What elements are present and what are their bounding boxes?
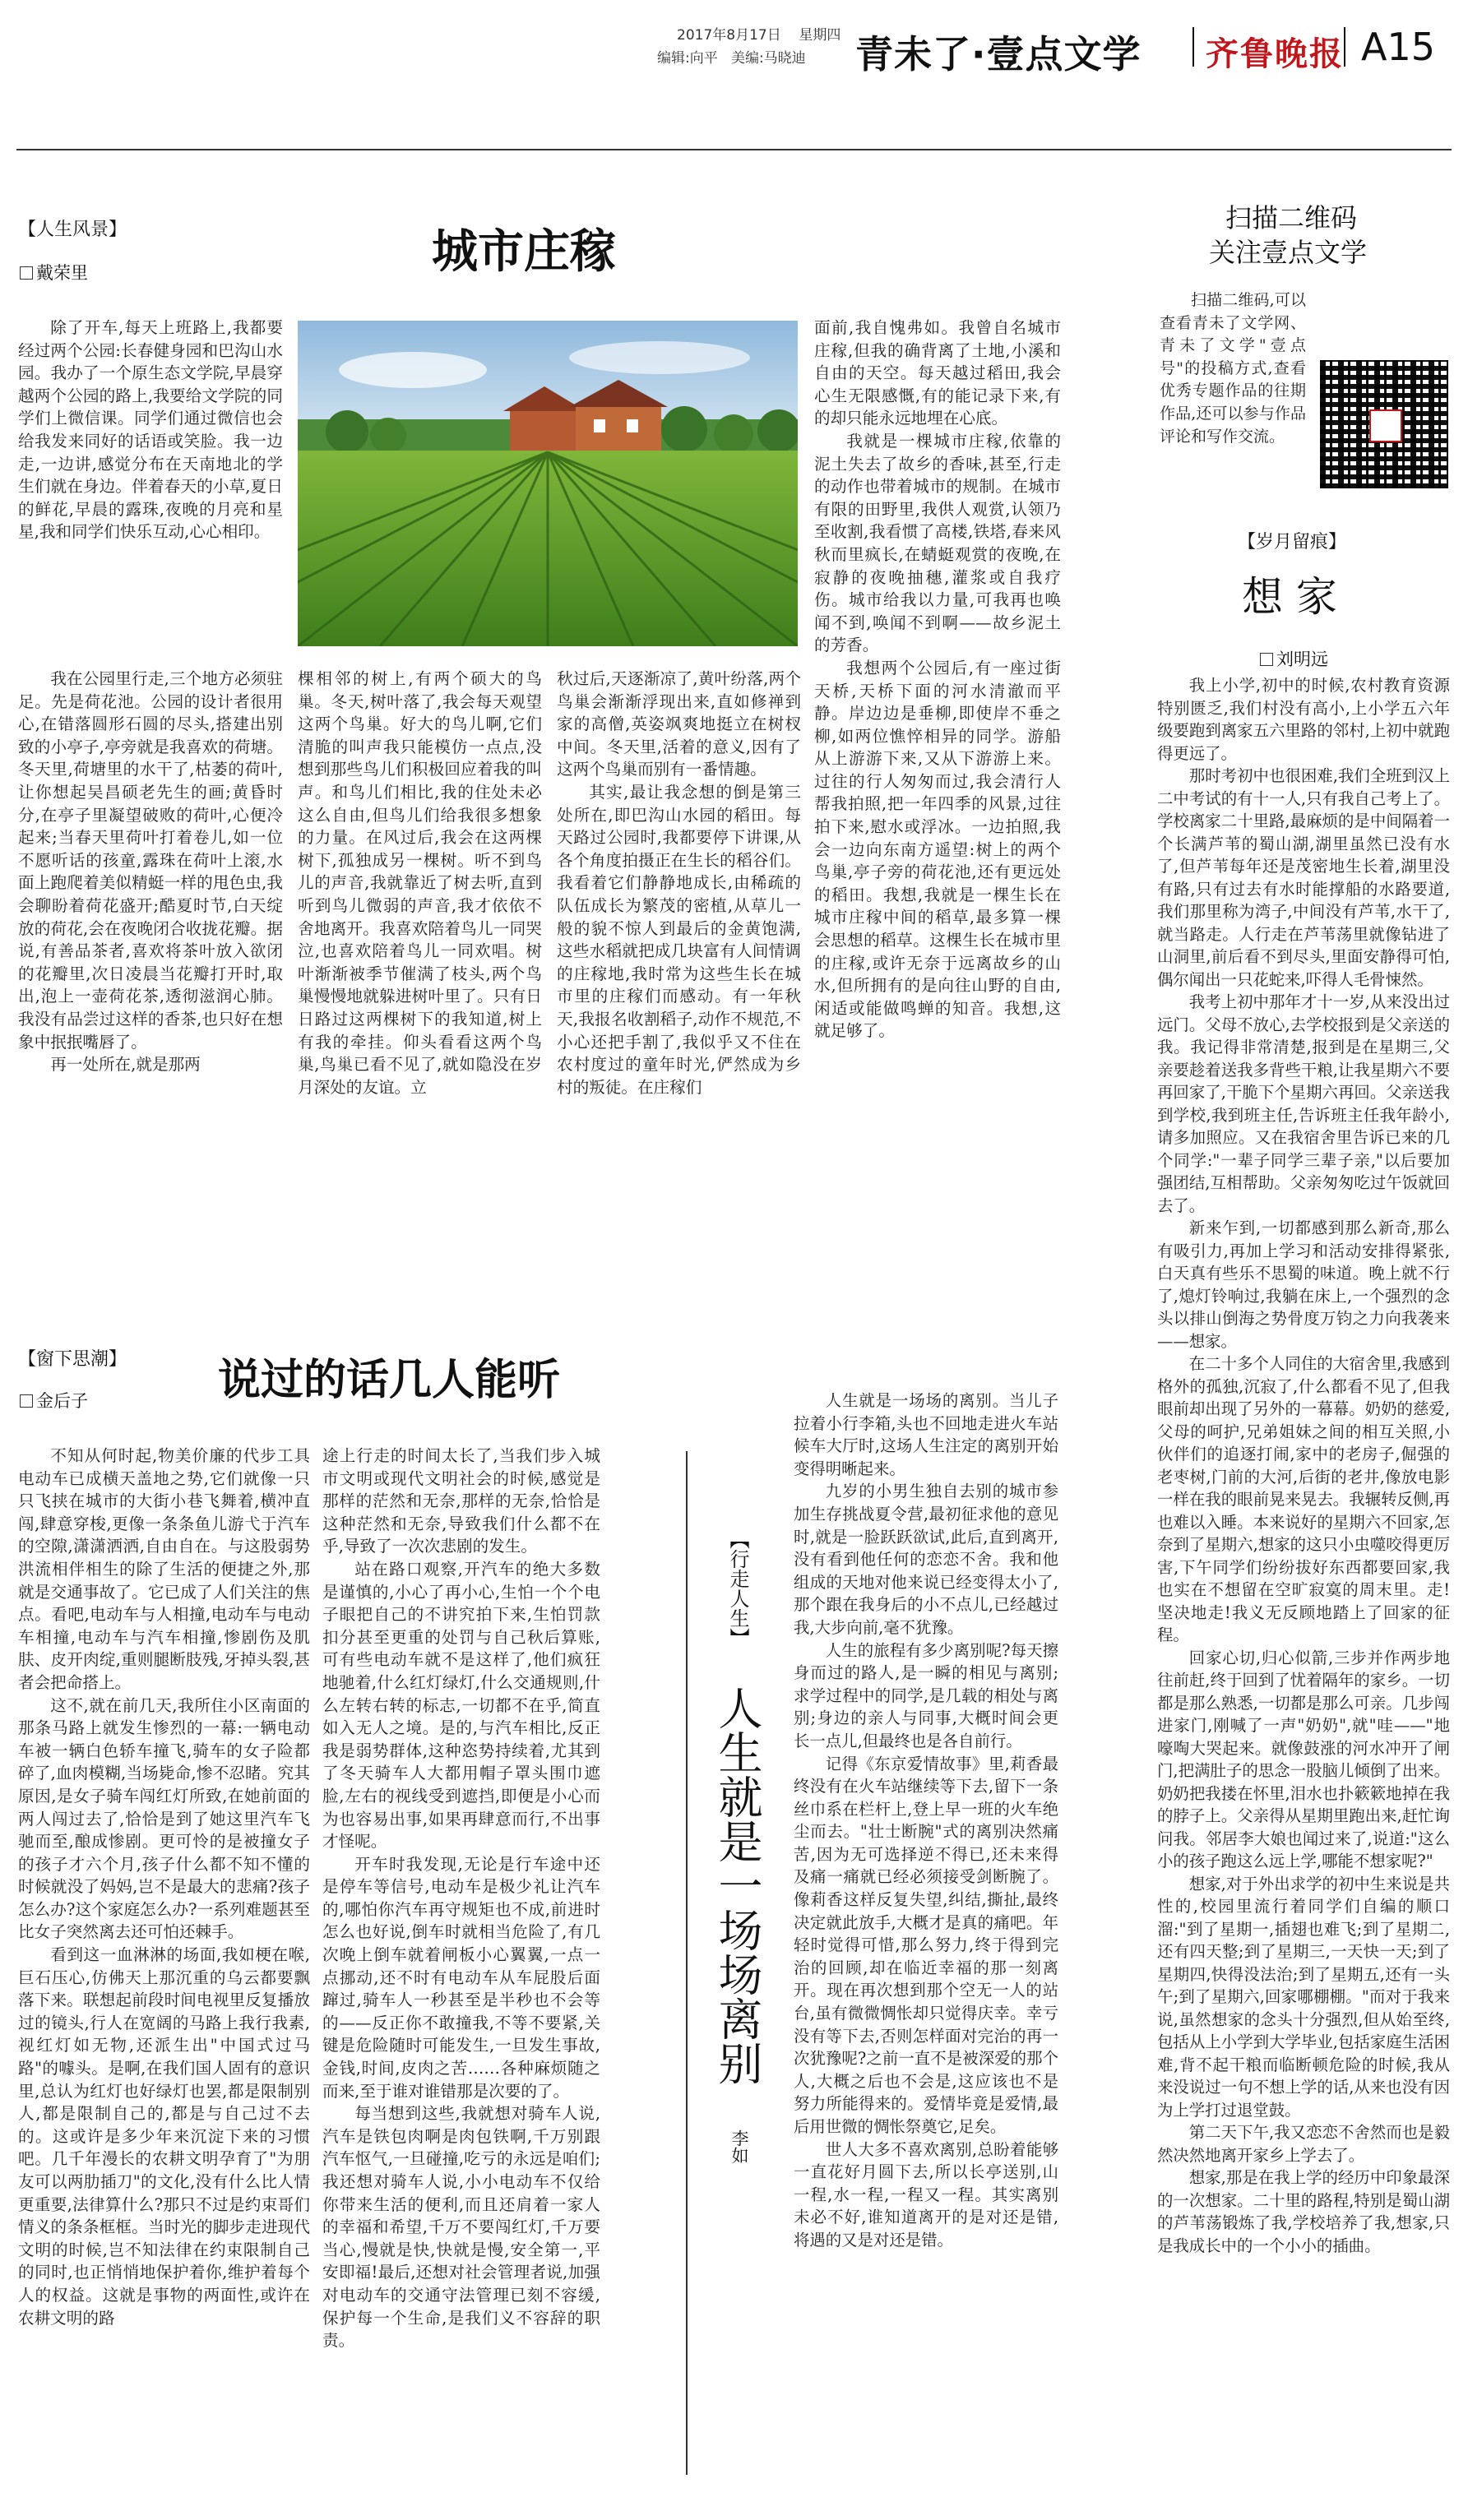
article2-paragraph: 我上小学,初中的时候,农村教育资源特别匮乏,我们村没有高小,上小学五六年级要跑到离家五六里路的邻村,上初中就跑得更远了。 xyxy=(1157,676,1450,763)
article3-tag: 【窗下思潮】 xyxy=(18,1349,127,1370)
header-divider xyxy=(1192,27,1194,67)
article4-column xyxy=(794,1389,1058,2505)
article4-tag: 【行走人生】 xyxy=(726,1529,749,1648)
article1-column-4 xyxy=(557,668,801,1354)
article3-author: 金后子 xyxy=(36,1391,88,1411)
article3-paragraph: 每当想到这些,我就想对骑车人说,汽车是铁包肉啊是肉包铁啊,千万别跟汽车怄气,一旦碰撞,吃亏的永远是咱们;我还想对骑车人说,小小电动车不仅给你带来生活的便利,而且还肩着一家人的幸福和希望,千万不要闯红灯,千万要当心,慢就是快,快就是慢,安全第一,平安即福!最后,还想对社会管理者说,加强对电动车的交通守法管理已刻不容缓,保护每一个生命,是我们义不容辞的职责。 xyxy=(322,2104,600,2351)
article1-column-5 xyxy=(814,317,1061,1354)
header-designer: 美编:马晓迪 xyxy=(730,50,806,67)
article1-paragraph: 面前,我自愧弗如。我曾自名城市庄稼,但我的确背离了土地,小溪和自由的天空。每天越过稻田,我会心生无限感慨,有的能记录下来,有的却只能永远地埋在心底。 xyxy=(814,318,1061,428)
article2-paragraph: 那时考初中也很困难,我们全班到汉上二中考试的有十一人,只有我自己考上了。学校离家二十里路,最麻烦的是中间隔着一个长满芦苇的蜀山湖,湖里虽然已没有水了,但芦苇每年还是茂密地生长着,湖里没有路,只有过去有水时能撑船的水路要道,我们那里称为湾子,中间没有芦苇,水干了,就当路走。人行走在芦苇荡里就像钻进了山洞里,前后看不到尽头,里面安静得可怕,偶尔闻出一只花蛇来,吓得人毛骨悚然。 xyxy=(1157,766,1450,989)
article3-paragraph: 站在路口观察,开汽车的绝大多数是谨慎的,小心了再小心,生怕一个个电子眼把自己的不讲究拍下来,生怕罚款扣分甚至更重的处罚与自己秋后算账,可有些电动车就不是这样了,他们疯狂地驰着,什么红灯绿灯,什么交通规则,什么左转右转的标志,一切都不在乎,简直如入无人之境。是的,与汽车相比,反正我是弱势群体,这种恣势持续着,尤其到了冬天骑车人大都用帽子罩头围巾遮脸,左右的视线受到遮挡,即便是小心而为也容易出事,如果再肆意而行,不出事才怪呢。 xyxy=(322,1559,600,1852)
article3-paragraph: 不知从何时起,物美价廉的代步工具电动车已成横天盖地之势,它们就像一只只飞挟在城市的大街小巷飞舞着,横冲直闯,肆意穿梭,更像一条条鱼儿游弋于汽车的空隙,潇潇洒洒,自由自在。与这股弱势洪流相伴相生的除了生活的便捷之外,那就是交通事故了。它已成了人们关注的焦点。看吧,电动车与人相撞,电动车与电动车相撞,电动车与汽车相撞,惨剧伤及肌肤、皮开肉绽,重则腿断肢残,牙掉头裂,甚者会把命搭上。 xyxy=(18,1446,310,1692)
header-weekday: 星期四 xyxy=(799,27,841,44)
article2-paragraph: 回家心切,归心似箭,三步并作两步地往前赶,终于回到了忧着隔年的家乡。一切都是那么熟悉,一切都是那么可亲。几步闯进家门,刚喊了一声"奶奶",就"哇——"地嚎啕大哭起来。就像鼓涨的河水冲开了闸门,把满肚子的思念一股脑儿倾倒了出来。奶奶把我搂在怀里,泪水也扑簌簌地掉在我的脖子上。父亲得从星期里跑出来,赶忙询问我。邻居李大娘也闻过来了,说道:"这么小的孩子跑这么远上学,哪能不想家呢?" xyxy=(1157,1648,1450,1870)
article3-title: 说过的话几人能听 xyxy=(218,1356,561,1405)
header-editor: 编辑:向平 xyxy=(657,50,718,67)
article3-byline xyxy=(20,1388,88,1413)
article1-paragraph: 再一处所在,就是那两 xyxy=(50,1055,201,1075)
article2-byline xyxy=(1260,646,1328,671)
article4-paragraph: 九岁的小男生独自去别的城市参加生存挑战夏令营,最初征求他的意见时,就是一脸跃跃欲试,此后,直到离开,没有看到他任何的恋恋不舍。我和他组成的天地对他来说已经变得太小了,那个跟在我身后的小不点儿,已经越过我,大步向前,毫不犹豫。 xyxy=(794,1482,1058,1637)
header-date-line xyxy=(677,25,841,46)
farmland-photo xyxy=(298,321,798,646)
article2-paragraph: 第二天下午,我又恋恋不舍然而也是毅然决然地离开家乡上学去了。 xyxy=(1157,2123,1450,2165)
article3-paragraph: 这不,就在前几天,我所住小区南面的那条马路上就发生惨烈的一幕:一辆电动车被一辆白色轿车撞飞,骑车的女子险都碎了,血肉模糊,当场毙命,惨不忍睹。究其原因,是女子骑车闯红灯所致,在她前面的两人闯过去了,恰恰是到了她这里汽车飞驰而至,酿成惨剧。更可怜的是被撞女子的孩子才六个月,孩子什么都不知不懂的时候就没了妈妈,岂不是最大的悲痛?孩子怎么办?这个家庭怎么办?一系列难题甚至比女子突然离去还可怕还棘手。 xyxy=(18,1695,310,1942)
article1-byline xyxy=(20,260,88,284)
article2-author: 刘明远 xyxy=(1276,650,1328,669)
article1-column-3 xyxy=(298,668,542,1354)
qr-heading-1: 扫描二维码 xyxy=(1225,202,1358,234)
article1-paragraph: 我在公园里行走,三个地方必须驻足。先是荷花池。公园的设计者很用心,在错落圆形石圆的尽头,搭建出别致的小亭子,亭旁就是我喜欢的荷塘。冬天里,荷塘里的水干了,枯萎的荷叶,让你想起吴昌硕老先生的画;黄昏时分,在亭子里凝望破败的荷叶,心便冷起来;当春天里荷叶打着卷儿,如一位不愿听话的孩童,露珠在荷叶上滚,水面上跑爬着美似精蜓一样的甩色虫,我会聊盼着荷花盛开;酷夏时节,白天绽放的荷花,会在夜晚闭合收拢花瓣。据说,有善品茶者,喜欢将茶叶放入欲闭的花瓣里,次日凌晨当花瓣打开时,取出,泡上一壶荷花茶,透彻滋润心肺。我没有品尝过这样的香茶,也只好在想象中抿抿嘴唇了。 xyxy=(18,669,283,1052)
article3-paragraph: 开车时我发现,无论是行车途中还是停车等信号,电动车是极少礼让汽车的,哪怕你汽车再守规矩也不成,前进时怎么也好说,倒车时就相当危险了,有几次晚上倒车就着闸板小心翼翼,一点一点挪动,还不时有电动车从车屁股后面蹿过,骑车人一秒甚至是半秒也不会等的——反正你不敢撞我,不等不要紧,关键是危险随时可能发生,一旦发生事故,金钱,时间,皮肉之苦……各种麻烦随之而来,至于谁对谁错那是次要的了。 xyxy=(322,1854,600,2101)
article2-column xyxy=(1157,674,1450,2491)
column-rule xyxy=(686,1451,688,2475)
article4-paragraph: 世人大多不喜欢离别,总盼着能够一直花好月圆下去,所以长亭送别,山一程,水一程,一程又一程。其实离别未必不好,谁知道离开的是对还是错,将遇的又是对还是错。 xyxy=(794,2139,1058,2250)
header-staff-line xyxy=(657,48,806,69)
article1-column-1 xyxy=(18,317,283,666)
article2-tag: 【岁月留痕】 xyxy=(1238,532,1347,553)
article1-column-2 xyxy=(18,668,283,1354)
header-rule xyxy=(16,149,1452,150)
article1-tag: 【人生风景】 xyxy=(18,220,127,240)
qr-heading-2: 关注壹点文学 xyxy=(1209,237,1368,268)
article2-paragraph: 我考上初中那年才十一岁,从来没出过远门。父母不放心,去学校报到是父亲送的我。我记得非常清楚,报到是在星期三,父亲要趁着送我多背些干粮,让我星期六不要再回家了,干脆下个星期六再回。父亲送我到学校,我到班主任,告诉班主任我年龄小,请多加照应。又在我宿舍里告诉已来的几个同学:"一辈子同学三辈子亲,"以后要加强团结,互相帮助。父亲匆匆吃过午饭就回去了。 xyxy=(1157,992,1450,1215)
article1-paragraph: 棵相邻的树上,有两个硕大的鸟巢。冬天,树叶落了,我会每天观望这两个鸟巢。好大的鸟儿啊,它们清脆的叫声我只能模仿一点点,没想到那些鸟儿们积极回应着我的叫声。和鸟儿们相比,我的住处未必这么自由,但鸟儿们给我很多想象的力量。在风过后,我会在这两棵树下,孤独成另一棵树。听不到鸟儿的声音,我就靠近了树去听,直到听到鸟儿微弱的声音,我才依依不舍地离开。我喜欢陪着鸟儿一同哭泣,也喜欢陪着鸟儿一同欢唱。树叶渐渐被季节催满了枝头,两个鸟巢慢慢地就躲进树叶里了。只有日日路过这两棵树下的我知道,树上有我的牵挂。仰头看看这两个鸟巢,鸟巢已看不见了,就如隐没在岁月深处的友谊。立 xyxy=(298,669,542,1097)
article3-column-2 xyxy=(322,1445,600,2505)
article2-title: 想 家 xyxy=(1242,573,1337,621)
article2-paragraph: 新来乍到,一切都感到那么新奇,那么有吸引力,再加上学习和活动安排得紧张,白天真有些乐不思蜀的味道。晚上就不行了,熄灯铃响过,我躺在床上,一个强烈的念头以排山倒海之势骨度万钧之力向我袭来——想家。 xyxy=(1157,1218,1450,1351)
header-date: 2017年8月17日 xyxy=(677,27,781,44)
qr-description xyxy=(1160,289,1306,483)
qr-text: 扫描二维码,可以查看青未了文学网、青未了文学"壹点号"的投稿方式,查看优秀专题作品的往期作品,还可以参与作品评论和写作交流。 xyxy=(1160,291,1306,446)
article1-author: 戴荣里 xyxy=(36,263,88,283)
article4-paragraph: 人生就是一场场的离别。当儿子拉着小行李箱,头也不回地走进火车站候车大厅时,这场人生注定的离别开始变得明晰起来。 xyxy=(794,1391,1058,1478)
article3-column-1 xyxy=(18,1445,310,2505)
header-divider-2 xyxy=(1344,27,1345,67)
article1-paragraph: 秋过后,天逐渐凉了,黄叶纷落,两个鸟巢会渐渐浮现出来,直如修禅到家的高僧,英姿飒爽地挺立在树杈中间。冬天里,活着的意义,因有了这两个鸟巢而别有一番情趣。 xyxy=(557,669,801,779)
article1-paragraph: 我就是一棵城市庄稼,依靠的泥土失去了故乡的香味,甚至,行走的动作也带着城市的规制。在城市有限的田野里,我供人观赏,认领乃至收割,我看惯了高楼,铁塔,春来风秋而里疯长,在蜻蜓观赏的夜晚,在寂静的夜晚抽穗,灌浆或自我疗伤。城市给我以力量,可我再也唤闻不到,唤闻不到啊——故乡泥土的芳香。 xyxy=(814,431,1061,655)
article4-author: 李如 xyxy=(729,2129,749,2164)
article2-paragraph: 在二十多个人同住的大宿舍里,我感到格外的孤独,沉寂了,什么都看不见了,但我眼前却出现了另外的一幕幕。奶奶的慈爱,父母的呵护,兄弟姐妹之间的相互关照,小伙伴们的追逐打闹,家中的老房子,倔强的老枣树,门前的大河,后街的老井,像放电影一样在我的眼前晃来晃去。我辗转反侧,再也难以入睡。本来说好的星期六不回家,怎奈到了星期六,想家的这只小虫噬咬得更厉害,下午同学们纷纷拔好东西都要回家,我也实在不想留在空旷寂寞的周末里。走!坚决地走!我义无反顾地踏上了回家的征程。 xyxy=(1157,1354,1450,1644)
article1-paragraph: 其实,最让我念想的倒是第三处所在,即巴沟山水园的稻田。每天路过公园时,我都要停下讲课,从各个角度拍摄正在生长的稻谷们。我看着它们静静地成长,由稀疏的队伍成长为繁茂的密植,从草儿一般的貌不惊人到最后的金黄饱满,这些水稻就把成几块富有人间情调的庄稼地,我时常为这些生长在城市里的庄稼们而感动。有一年秋天,我报名收割稻子,动作不规范,不小心还把手割了,我似乎又不住在农村度过的童年时光,俨然成为乡村的叛徒。在庄稼们 xyxy=(557,782,801,1097)
farmland-illustration xyxy=(298,321,798,646)
page-number: A15 xyxy=(1361,25,1436,69)
article3-paragraph: 途上行走的时间太长了,当我们步入城市文明或现代文明社会的时候,感觉是那样的茫然和无奈,那样的无奈,恰恰是这种茫然和无奈,导致我们什么都不在乎,导致了一次次悲剧的发生。 xyxy=(322,1446,600,1556)
article2-paragraph: 想家,那是在我上学的经历中印象最深的一次想家。二十里的路程,特别是蜀山湖的芦苇荡锻炼了我,学校培养了我,想家,只是我成长中的一个小小的插曲。 xyxy=(1157,2168,1450,2255)
article4-paragraph: 记得《东京爱情故事》里,莉香最终没有在火车站继续等下去,留下一条丝巾系在栏杆上,登上早一班的火车绝尘而去。"壮士断腕"式的离别决然痛苦,因为无可选择逆不得已,还未来得及痛一痛就已经必须接受剑断腕了。像莉香这样反复失望,纠结,撕扯,最终决定就此放手,大概才是真的痛吧。年轻时觉得可惜,那么努力,终于得到完治的回顾,却在临近幸福的那一刻离开。现在再次想到那个空无一人的站台,虽有微微惆怅却只觉得庆幸。幸亏没有等下去,否则怎样面对完治的再一次犹豫呢?之前一直不是被深爱的那个人,大概之后也不会是,这应该也不是努力所能得来的。爱情毕竟是爱情,最后用世微的惆怅祭奠它,足矣。 xyxy=(794,1754,1058,2136)
article3-paragraph: 看到这一血淋淋的场面,我如梗在喉,巨石压心,仿佛天上那沉重的乌云都要飘落下来。联想起前段时间电视里反复播放过的镜头,行人在宽阔的马路上我行我素,视红灯如无物,还派生出"中国式过马路"的噱头。是啊,在我们国人固有的意识里,总认为红灯也好绿灯也罢,都是限制别人,都是限制自己的,都是与自己过不去的。这或许是多少年来沉淀下来的习惯吧。几千年漫长的农耕文明孕育了"为朋友可以两肋插刀"的文化,没有什么比人情更重要,法律算什么?那只不过是约束哥们情义的条条框框。当时光的脚步走进现代文明的时候,岂不知法律在约束限制自己的同时,也正悄悄地保护着你,维护着每个人的权益。这就是事物的两面性,或许在农耕文明的路 xyxy=(18,1945,310,2328)
article1-paragraph: 除了开车,每天上班路上,我都要经过两个公园:长春健身园和巴沟山水园。我办了一个原生态文学院,早晨穿越两个公园的路上,我要给文学院的同学们上微信课。同学们通过微信也会给我发来同好的话语或笑脸。我一边走,一边讲,感觉分布在天南地北的学生们就在身边。伴着春天的小草,夏日的鲜花,早晨的露珠,夜晚的月亮和星星,我和同学们快乐互动,心心相印。 xyxy=(18,318,283,542)
article2-paragraph: 想家,对于外出求学的初中生来说是共性的,校园里流行着同学们自编的顺口溜:"到了星期一,插翅也难飞;到了星期二,还有四天整;到了星期三,一天快一天;到了星期四,快得没法治;到了星期五,还有一头午;到了星期六,回家哪棚棚。"而对于我来说,虽然想家的念头十分强烈,但从始至终,包括从上小学到大学毕业,包括家庭生活困难,背不起干粮而临断顿危险的时候,我从来没说过一句不想上学的话,从来也没有因为上学打过退堂鼓。 xyxy=(1157,1874,1450,2120)
article4-title: 人生就是一场场离别 xyxy=(711,1685,763,2085)
article1-title: 城市庄稼 xyxy=(432,225,616,279)
article4-paragraph: 人生的旅程有多少离别呢?每天擦身而过的路人,是一瞬的相见与离别;求学过程中的同学,是几载的相处与离别;身边的亲人与同事,大概时间会更长一点儿,但最终也是各自前行。 xyxy=(794,1640,1058,1750)
article1-paragraph: 我想两个公园后,有一座过街天桥,天桥下面的河水清澈而平静。岸边边是垂柳,即使岸不垂之柳,如两位憔悴相异的同学。游船从上游游下来,又从下游游上来。过往的行人匆匆而过,我会清行人帮我拍照,把一年四季的风景,过往拍下来,慰水或浮冰。一边拍照,我会一边向东南方遥望:树上的两个鸟巢,亭子旁的荷花池,还有更远处的稻田。我想,我就是一棵生长在城市庄稼中间的稻草,最多算一棵会思想的稻草。这棵生长在城市里的庄稼,或许无奈于远离故乡的山水,但所拥有的是向往山野的自由,闲适或能做鸣蝉的知音。我想,这就足够了。 xyxy=(814,658,1061,1041)
newspaper-logo: 齐鲁晚报 xyxy=(1206,35,1344,73)
section-title: 青未了·壹点文学 xyxy=(855,32,1142,76)
qr-logo-icon xyxy=(1369,409,1402,442)
